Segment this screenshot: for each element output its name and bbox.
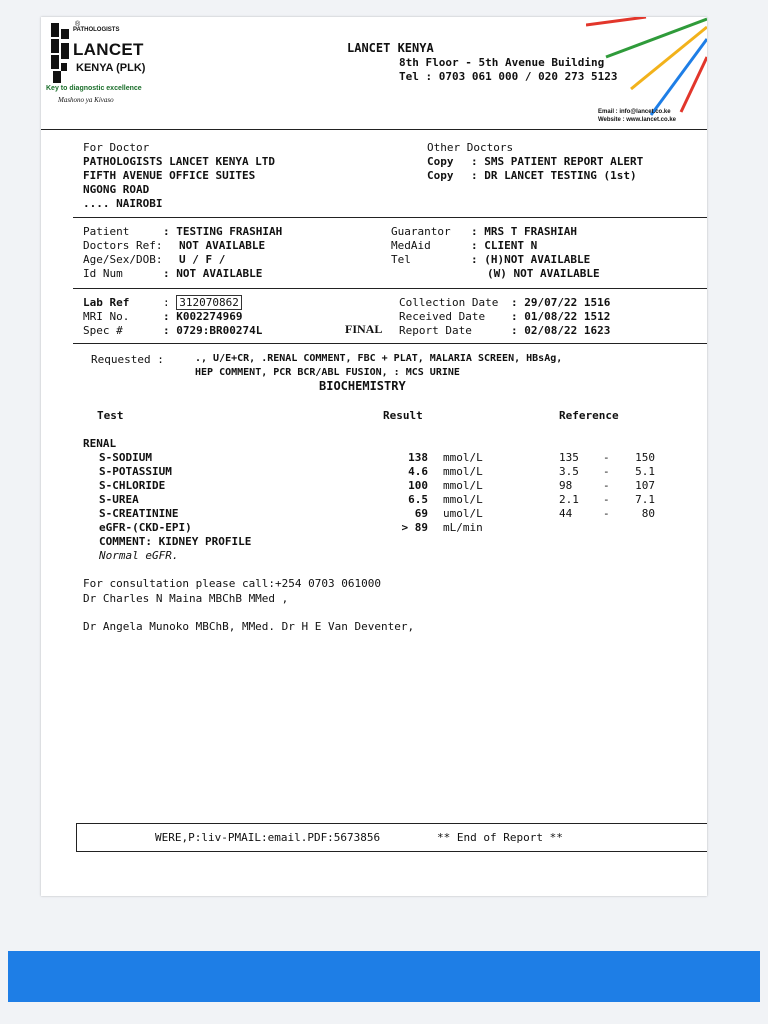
col-test: Test [97, 409, 124, 422]
divider [73, 343, 707, 344]
collection-date-label: Collection Date [399, 296, 499, 309]
tel-home: : (H)NOT AVAILABLE [471, 253, 591, 266]
result-value: 4.6 [408, 465, 428, 478]
reference-high: 80 [641, 507, 655, 520]
reference-high: 150 [635, 451, 655, 464]
contact-website: Website : www.lancet.co.ke [598, 117, 677, 123]
medaid-value: : CLIENT N [471, 239, 538, 252]
reference-dash: - [603, 507, 610, 520]
patient-label: Patient [83, 225, 130, 238]
consultation-line: Dr Angela Munoko MBChB, MMed. Dr H E Van Deventer, [83, 620, 415, 633]
age-sex-dob-label: Age/Sex/DOB: [83, 253, 163, 266]
reference-low: 2.1 [559, 493, 579, 506]
consultation-line: For consultation please call:+254 0703 061000 [83, 577, 382, 590]
copy-value: : DR LANCET TESTING (1st) [471, 169, 637, 182]
result-value: 100 [408, 479, 428, 492]
copy-label: Copy [427, 155, 454, 168]
id-num-label: Id Num [83, 267, 123, 280]
logo-slogan: Mashono ya Kivaso [58, 96, 114, 104]
result-unit: mmol/L [443, 451, 483, 464]
collection-date-value: : 29/07/22 1516 [511, 296, 611, 309]
tel-label: Tel [391, 253, 411, 266]
report-date-value: : 02/08/22 1623 [511, 324, 611, 337]
reference-low: 98 [559, 479, 573, 492]
comment: COMMENT: KIDNEY PROFILE [99, 535, 252, 548]
result-test-name: S-CHLORIDE [99, 479, 166, 492]
requested-line: HEP COMMENT, PCR BCR/ABL FUSION, : MCS URINE [195, 367, 460, 378]
lab-telephone: Tel : 0703 061 000 / 020 273 5123 [399, 70, 618, 83]
doctor-line: PATHOLOGISTS LANCET KENYA LTD [83, 155, 276, 168]
logo-pathologists: PATHOLOGISTS [73, 27, 120, 33]
reference-dash: - [603, 479, 610, 492]
registered-mark: ® [75, 21, 81, 28]
end-of-report: ** End of Report ** [437, 831, 563, 844]
lancet-logo-mark [49, 23, 71, 85]
comment-note: Normal eGFR. [99, 549, 179, 562]
reference-high: 5.1 [635, 465, 655, 478]
divider [73, 288, 707, 289]
id-num-value: : NOT AVAILABLE [163, 267, 263, 280]
logo-brand: LANCET [73, 40, 144, 59]
result-test-name: eGFR-(CKD-EPI) [99, 521, 192, 534]
result-unit: mmol/L [443, 493, 483, 506]
header-stripes-decoration [586, 17, 707, 117]
result-value: 6.5 [408, 493, 428, 506]
group-label: RENAL [83, 437, 117, 450]
col-result: Result [383, 409, 423, 422]
lab-name: LANCET KENYA [347, 41, 434, 55]
report-date-label: Report Date [399, 324, 472, 337]
lab-ref-label: Lab Ref [83, 296, 130, 309]
result-value: 69 [414, 507, 428, 520]
footer-box [76, 823, 707, 852]
result-test-name: S-CREATININE [99, 507, 179, 520]
lab-ref-value: 312070862 [176, 295, 242, 310]
reference-dash: - [603, 451, 610, 464]
result-unit: mmol/L [443, 479, 483, 492]
lab-address: 8th Floor - 5th Avenue Building [399, 56, 605, 69]
patient-name: : TESTING FRASHIAH [163, 225, 283, 238]
result-unit: mL/min [443, 521, 483, 534]
result-test-name: S-POTASSIUM [99, 465, 172, 478]
copy-value: : SMS PATIENT REPORT ALERT [471, 155, 644, 168]
result-test-name: S-SODIUM [99, 451, 152, 464]
reference-low: 44 [559, 507, 573, 520]
received-date-value: : 01/08/22 1512 [511, 310, 611, 323]
guarantor-value: : MRS T FRASHIAH [471, 225, 577, 238]
spec-value: : 0729:BR00274L [163, 324, 263, 337]
reference-high: 7.1 [635, 493, 655, 506]
header-divider [41, 129, 707, 130]
result-unit: umol/L [443, 507, 483, 520]
logo-subtitle: KENYA (PLK) [76, 62, 146, 74]
received-date-label: Received Date [399, 310, 486, 323]
doctor-line: .... NAIROBI [83, 197, 163, 210]
section-title: BIOCHEMISTRY [319, 379, 406, 393]
logo-tagline: Key to diagnostic excellence [46, 85, 142, 92]
doctor-line: FIFTH AVENUE OFFICE SUITES [83, 169, 256, 182]
reference-dash: - [603, 465, 610, 478]
result-value: > 89 [401, 521, 428, 534]
report-page: ® PATHOLOGISTS LANCET KENYA (PLK) Key to diagnostic excellence Mashono ya Kivaso LANCET KENYA 8th Floor - 5th Avenue Building Tel : 0703 061 000 / 020 273 5123 Email : info@lancet.co.ke Website : www.lancet.co.ke For Doctor PATHOLOGISTS LANCET KENYA LTD FIFTH AVENUE OFFICE SUITES NGONG ROAD .... NAIROBI Other Doctors Copy : SMS PATIENT REPORT ALERT Copy : DR LANCET TESTING (1st) Patient : TESTING FRASHIAH Doctors Ref: NOT AVAILABLE Age/Sex/DOB: U / F / Id Num : NOT AVAILABLE Guarantor : MRS T FRASHIAH MedAid : CLIENT N Tel : (H)NOT AVAILABLE (W) NOT AVAILABLE Lab Ref : 312070862 MRI No. : K002274969 Spec # : 0729:BR00274L FINAL Collection Date : 29/07/22 1516 Received Date : 01/08/22 1512 Report Date : 02/08/22 1623 Requested : ., U/E+CR, .RENAL COMMENT, FBC + PLAT, MALARIA SCREEN, HBsAg, HEP COMMENT, PCR BCR/ABL FUSION, : MCS URINE BIOCHEMISTRY Test Result Reference RENAL S-SODIUM 138 mmol/L 135 - 150 S-POTASSIUM 4.6 mmol/L 3.5 - 5.1 S-CHLORIDE 100 mmol/L 98 - 107 S-UREA 6.5 mmol/L 2.1 - 7.1 S-CREATININE 69 umol/L 44 - 80 eGFR-(CKD-EPI) > 89 mL/min COMMENT: KIDNEY PROFILE Normal eGFR. For consultation please call:+254 0703 061000 Dr Charles N Maina MBChB MMed , Dr Angela Munoko MBChB, MMed. Dr H E Van Deventer, WERE,P:liv-PMAIL:email.PDF:5673856 ** End of Report ** [41, 17, 707, 896]
reference-high: 107 [635, 479, 655, 492]
medaid-label: MedAid [391, 239, 431, 252]
guarantor-label: Guarantor [391, 225, 451, 238]
mri-label: MRI No. [83, 310, 130, 323]
divider [73, 217, 707, 218]
col-reference: Reference [559, 409, 619, 422]
final-status: FINAL [345, 322, 383, 336]
reference-low: 3.5 [559, 465, 579, 478]
other-doctors-label: Other Doctors [427, 141, 514, 154]
mri-value: : K002274969 [163, 310, 243, 323]
doctor-line: NGONG ROAD [83, 183, 150, 196]
contact-email: Email : info@lancet.co.ke [598, 109, 671, 115]
consultation-line: Dr Charles N Maina MBChB MMed , [83, 592, 289, 605]
reference-dash: - [603, 493, 610, 506]
result-value: 138 [408, 451, 428, 464]
footer-code: WERE,P:liv-PMAIL:email.PDF:5673856 [155, 831, 381, 844]
age-sex-dob-value: U / F / [179, 253, 226, 266]
doctors-ref-value: NOT AVAILABLE [179, 239, 266, 252]
doctors-ref-label: Doctors Ref: [83, 239, 163, 252]
result-unit: mmol/L [443, 465, 483, 478]
requested-line: ., U/E+CR, .RENAL COMMENT, FBC + PLAT, MALARIA SCREEN, HBsAg, [195, 353, 563, 364]
copy-label: Copy [427, 169, 454, 182]
requested-label: Requested : [91, 353, 164, 366]
spec-label: Spec # [83, 324, 123, 337]
bottom-bar [8, 951, 760, 1002]
reference-low: 135 [559, 451, 579, 464]
result-test-name: S-UREA [99, 493, 139, 506]
for-doctor-label: For Doctor [83, 141, 150, 154]
tel-work: (W) NOT AVAILABLE [487, 267, 600, 280]
